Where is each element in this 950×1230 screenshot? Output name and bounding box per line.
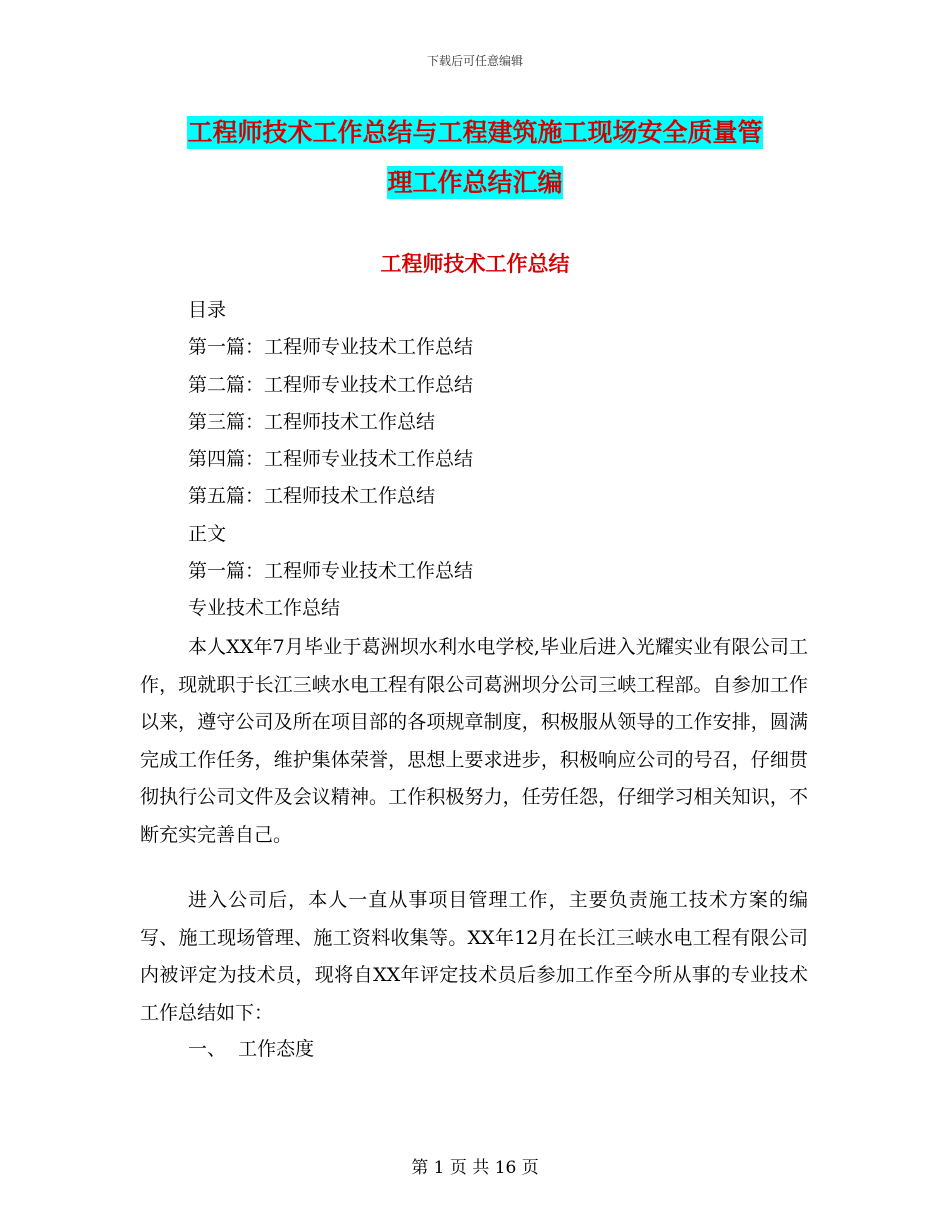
document-title [140, 108, 810, 208]
toc-item: 第一篇：工程师专业技术工作总结 [188, 336, 474, 359]
page-number-footer: 第 1 页 共 16 页 [411, 1158, 539, 1178]
section-title: 工程师技术工作总结 [380, 252, 570, 276]
title-line-2: 理工作总结汇编 [387, 168, 563, 197]
title-line-1: 工程师技术工作总结与工程建筑施工现场安全质量管 [187, 118, 763, 147]
toc-item: 第三篇：工程师技术工作总结 [188, 410, 436, 433]
toc-item: 目录 [188, 299, 227, 321]
body-paragraph: 进入公司后，本人一直从事项目管理工作，主要负责施工技术方案的编写、施工现场管理、施工资料收集等。XX年12月在长江三峡水电工程有限公司内被评定为技术员，现将自XX年评定技术员后参加工作至今所从事的专业技术工作总结如下： [140, 889, 808, 1024]
toc-item: 第四篇：工程师专业技术工作总结 [188, 448, 474, 471]
toc-item: 专业技术工作总结 [188, 597, 341, 620]
table-of-contents [188, 292, 828, 628]
section-heading: 一、 工作态度 [188, 1038, 315, 1060]
toc-item: 正文 [188, 522, 227, 545]
body-paragraph: 本人XX年7月毕业于葛洲坝水利水电学校,毕业后进入光耀实业有限公司工作，现就职于长江三峡水电工程有限公司葛洲坝分公司三峡工程部。自参加工作以来，遵守公司及所在项目部的各项规章制度，积极服从领导的工作安排，圆满完成工作任务，维护集体荣誉，思想上要求进步，积极响应公司的号召，仔细贯彻执行公司文件及会议精神。工作积极努力，任劳任怨，仔细学习相关知识，不断充实完善自己。 [140, 636, 808, 846]
toc-item: 第五篇：工程师技术工作总结 [188, 485, 436, 508]
toc-item: 第二篇：工程师专业技术工作总结 [188, 373, 474, 396]
toc-item: 第一篇：工程师专业技术工作总结 [188, 560, 474, 583]
page-header-note: 下载后可任意编辑 [426, 54, 523, 68]
